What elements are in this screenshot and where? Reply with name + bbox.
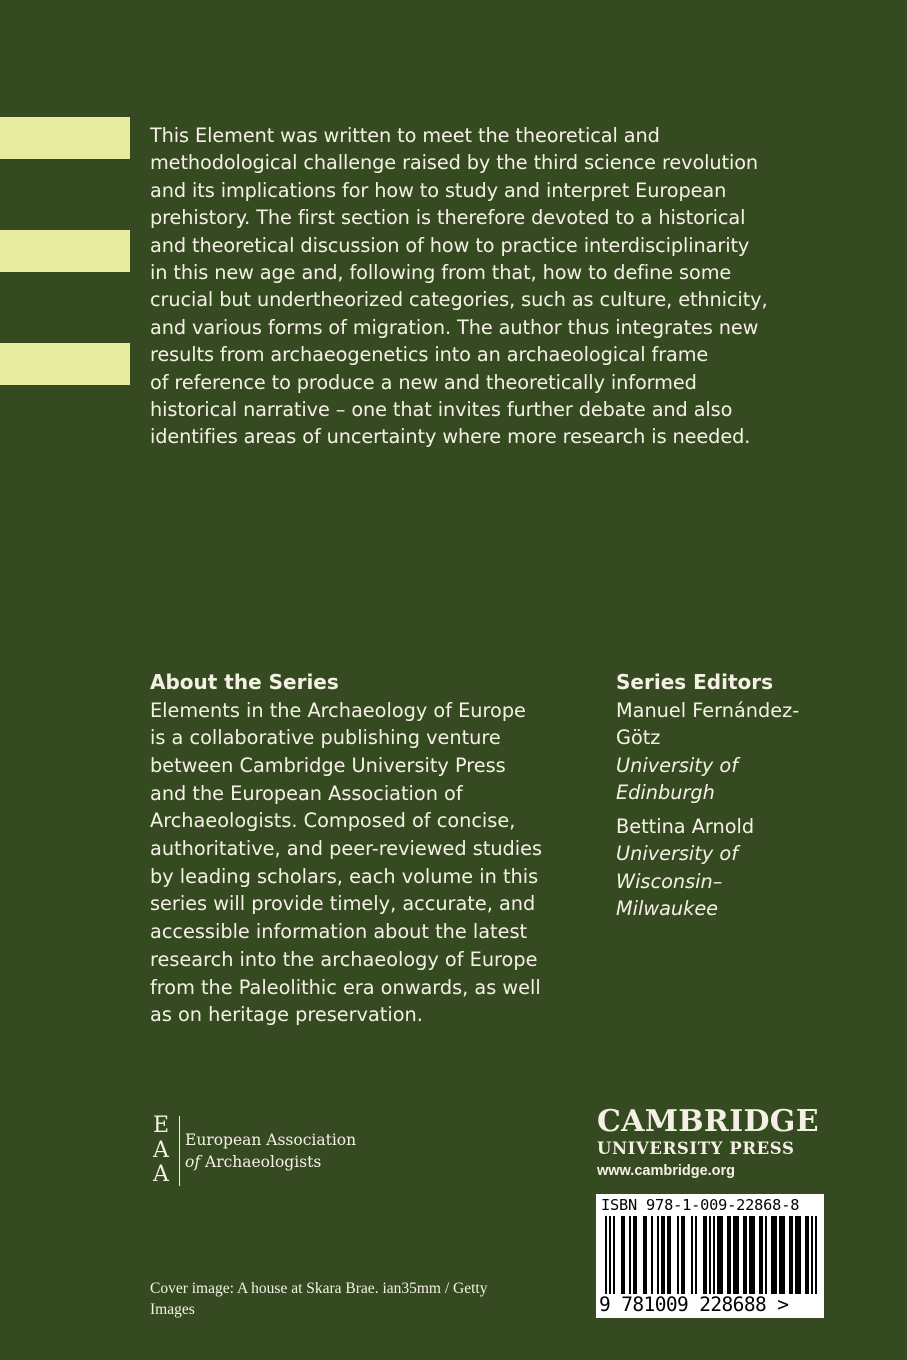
credit-line: Images [150, 1300, 195, 1318]
about-series-text [150, 697, 590, 1029]
editor-affiliation: Edinburgh [616, 781, 715, 804]
editor-name: Manuel Fernández- [616, 698, 800, 722]
barcode-bar [779, 1216, 785, 1294]
credit-line: Cover image: A house at Skara Brae. ian35mm / Getty [150, 1280, 488, 1297]
book-blurb [150, 122, 840, 451]
barcode-bar [657, 1216, 659, 1294]
barcode-bar [667, 1216, 671, 1294]
barcode-bar [789, 1216, 793, 1294]
barcode-bar [811, 1216, 813, 1294]
barcode-bar [717, 1216, 723, 1294]
blurb-line: prehistory. The first section is therefore devoted to a historical [150, 206, 746, 230]
barcode-bar [795, 1216, 801, 1294]
barcode-bar [749, 1216, 755, 1294]
editor-affiliation: Milwaukee [616, 897, 719, 920]
editor-name: Götz [616, 726, 661, 749]
blurb-line: identifies areas of uncertainty where more research is needed. [150, 425, 751, 449]
barcode-bar [651, 1216, 653, 1294]
eaa-name [185, 1129, 356, 1173]
blurb-line: in this new age and, following from that, how to define some [150, 261, 732, 285]
about-line: between Cambridge University Press [150, 753, 506, 777]
eaa-letter: E [152, 1113, 170, 1138]
isbn-barcode [596, 1194, 824, 1318]
barcode-bar [691, 1216, 693, 1294]
about-line: and the European Association of [150, 781, 463, 805]
barcode-bar [815, 1216, 817, 1294]
about-line: series will provide timely, accurate, and [150, 892, 536, 916]
barcode-bar [743, 1216, 747, 1294]
eaa-monogram [150, 1114, 172, 1188]
barcode-bar [765, 1216, 767, 1294]
eaa-logo [150, 1114, 390, 1188]
eaa-name-line2 [185, 1151, 356, 1173]
blurb-line: and various forms of migration. The author thus integrates new [150, 315, 759, 339]
editor-affiliation: Wisconsin– [616, 869, 723, 893]
series-editors-heading: Series Editors [616, 670, 774, 694]
decorative-stripe [0, 230, 130, 272]
publisher-logo [597, 1105, 825, 1183]
about-line: accessible information about the latest [150, 920, 528, 944]
blurb-line: methodological challenge raised by the third science revolution [150, 151, 759, 175]
barcode-bar [709, 1216, 711, 1294]
about-line: Archaeologists. Composed of concise, [150, 809, 516, 833]
blurb-line: and its implications for how to study and interpret European [150, 178, 727, 202]
about-line: as on heritage preservation. [150, 1003, 423, 1027]
barcode-bar [703, 1216, 707, 1294]
barcode-bar [771, 1216, 777, 1294]
about-line: from the Paleolithic era onwards, as well [150, 975, 541, 999]
barcode-bar [681, 1216, 685, 1294]
eaa-name-rest: Archaeologists [200, 1153, 322, 1171]
about-line: authoritative, and peer-reviewed studies [150, 837, 543, 861]
blurb-line: crucial but undertheorized categories, such as culture, ethnicity, [150, 288, 768, 312]
about-line: research into the archaeology of Europe [150, 947, 538, 971]
isbn-label: ISBN 978-1-009-22868-8 [601, 1196, 800, 1214]
eaa-letter: A [153, 1137, 169, 1163]
editor-affiliation: University of [616, 753, 738, 777]
publisher-subname: UNIVERSITY PRESS [597, 1139, 795, 1158]
barcode-bar [727, 1216, 731, 1294]
blurb-line: results from archaeogenetics into an archaeological frame [150, 343, 709, 367]
barcode-bar [805, 1216, 809, 1294]
eaa-divider [179, 1116, 180, 1186]
publisher-name: CAMBRIDGE [597, 1104, 819, 1139]
barcode-bar [605, 1216, 607, 1294]
barcode-bar [759, 1216, 763, 1294]
about-series-heading: About the Series [150, 670, 339, 694]
publisher-url: www.cambridge.org [597, 1163, 736, 1179]
barcode-bar [621, 1216, 625, 1294]
blurb-line: and theoretical discussion of how to practice interdisciplinarity [150, 233, 750, 257]
about-line: Elements in the Archaeology of Europe [150, 698, 526, 722]
blurb-line: historical narrative – one that invites further debate and also [150, 398, 733, 422]
barcode-bar [629, 1216, 631, 1294]
about-series-section [150, 669, 590, 1029]
editor-affiliation: University of [616, 842, 738, 865]
barcode-bar [661, 1216, 665, 1294]
blurb-line: This Element was written to meet the theoretical and [150, 124, 660, 147]
eaa-name-line1: European Association [185, 1131, 357, 1149]
editor-name: Bettina Arnold [616, 814, 755, 838]
eaa-letter: A [153, 1162, 169, 1187]
barcode-bar [677, 1216, 679, 1294]
barcode-bar [613, 1216, 615, 1294]
barcode-bar [713, 1216, 715, 1294]
decorative-stripe [0, 343, 130, 385]
eaa-name-of: of [185, 1153, 201, 1171]
series-editors-section [616, 669, 836, 923]
cover-image-credit [150, 1279, 530, 1320]
barcode-bar [609, 1216, 611, 1294]
barcode-bar [733, 1216, 739, 1294]
barcode-bar [643, 1216, 647, 1294]
barcode-digits: 9 781009 228688 > [599, 1293, 789, 1316]
about-line: is a collaborative publishing venture [150, 726, 501, 750]
decorative-stripe [0, 117, 130, 159]
about-line: by leading scholars, each volume in this [150, 864, 539, 888]
barcode-bars [599, 1216, 821, 1296]
barcode-bar [695, 1216, 697, 1294]
barcode-bar [633, 1216, 637, 1294]
blurb-line: of reference to produce a new and theoretically informed [150, 370, 697, 394]
